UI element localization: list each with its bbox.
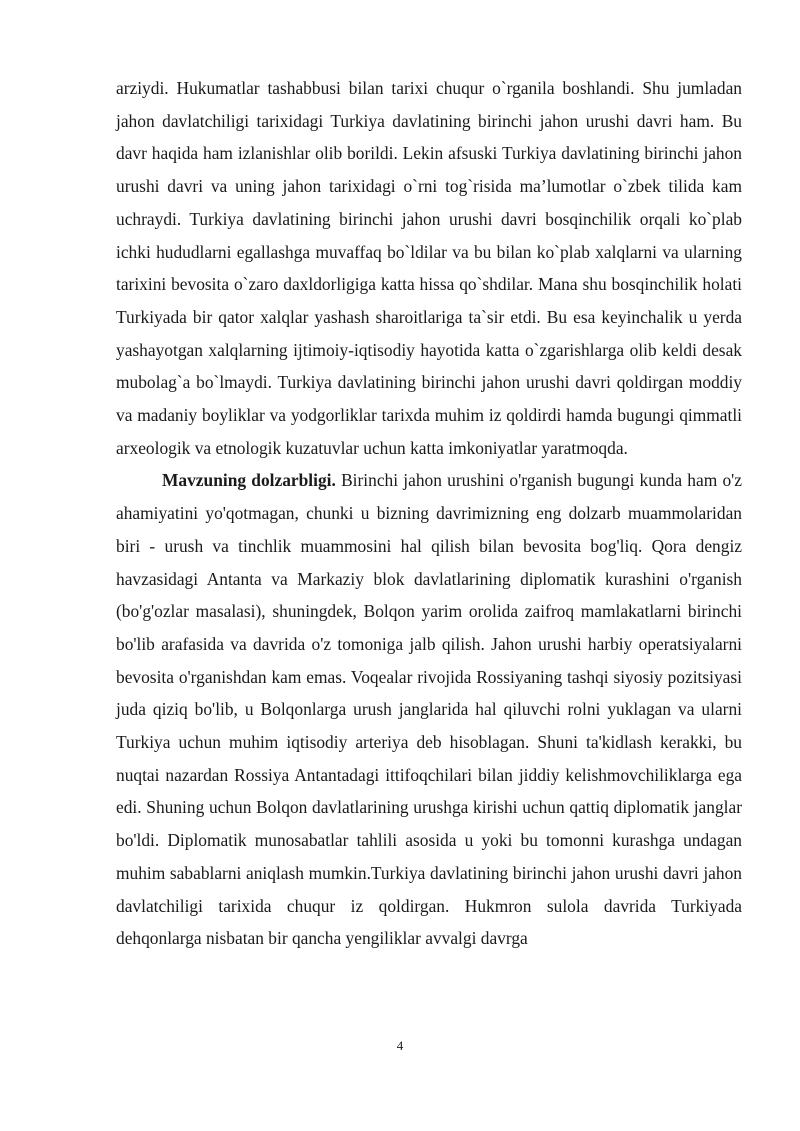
paragraph-intro: arziydi. Hukumatlar tashabbusi bilan tarixi chuqur o`rganila boshlandi. Shu jumladan jahon davlatchiligi tarixidagi Turkiya davlatining birinchi jahon urushi davri ham. Bu davr haqida ham izlanishlar olib borildi. Lekin afsuski Turkiya davlatining birinchi jahon urushi davri va uning jahon tarixidagi o`rni tog`risida ma’lumotlar o`zbek tilida kam uchraydi. Turkiya davlatining birinchi jahon urushi davri bosqinchilik orqali ko`plab ichki hududlarni egallashga muvaffaq bo`ldilar va bu bilan ko`plab xalqlarni va ularning tarixini bevosita o`zaro daxldorligiga katta hissa qo`shdilar. Mana shu bosqinchilik holati Turkiyada bir qator xalqlar yashash sharoitlariga ta`sir etdi. Bu esa keyinchalik u yerda yashayotgan xalqlarning ijtimoiy-iqtisodiy hayotida katta o`zgarishlarga olib keldi desak mubolag`a bo`lmaydi. Turkiya davlatining birinchi jahon urushi davri qoldirgan moddiy va madaniy boyliklar va yodgorliklar tarixda muhim iz qoldirdi hamda bugungi qimmatli arxeologik va etnologik kuzatuvlar uchun katta imkoniyatlar yaratmoqda.: [116, 78, 742, 458]
document-body: [116, 72, 742, 955]
section-heading-relevance: Mavzuning dolzarbligi.: [162, 470, 336, 491]
paragraph-relevance-text: Birinchi jahon urushini o'rganish bugungi kunda ham o'z ahamiyatini yo'qotmagan, chunki u bizning davrimizning eng dolzarb muammolaridan biri - urush va tinchlik muammosini hal qilish bilan bevosita bog'liq. Qora dengiz havzasidagi Antanta va Markaziy blok davlatlarining diplomatik kurashini o'rganish (bo'g'ozlar masalasi), shuningdek, Bolqon yarim orolida zaifroq mamlakatlarni birinchi bo'lib arafasida va davrida o'z tomoniga jalb qilish. Jahon urushi harbiy operatsiyalarni bevosita o'rganishdan kam emas. Voqealar rivojida Rossiyaning tashqi siyosiy pozitsiyasi juda qiziq bo'lib, u Bolqonlarga urush janglarida hal qiluvchi rolni yuklagan va ularni Turkiya uchun muhim iqtisodiy arteriya deb hisoblagan. Shuni ta'kidlash kerakki, bu nuqtai nazardan Rossiya Antantadagi ittifoqchilari bilan jiddiy kelishmovchiliklarga ega edi. Shuning uchun Bolqon davlatlarining urushga kirishi uchun qattiq diplomatik janglar bo'ldi. Diplomatik munosabatlar tahlili asosida u yoki bu tomonni kurashga undagan muhim sabablarni aniqlash mumkin.Turkiya davlatining birinchi jahon urushi davri jahon davlatchiligi tarixida chuqur iz qoldirgan. Hukmron sulola davrida Turkiyada dehqonlarga nisbatan bir qancha yengiliklar avvalgi davrga: [116, 470, 742, 949]
paragraph-relevance: [116, 464, 742, 955]
page-number: 4: [396, 1038, 404, 1053]
